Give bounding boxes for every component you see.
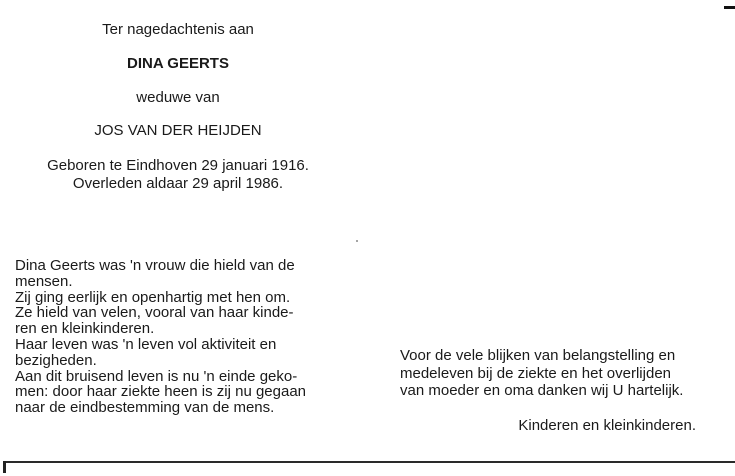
death-line: Overleden aldaar 29 april 1986. [72, 175, 284, 192]
birth-line: Geboren te Eindhoven 29 januari 1916. [47, 157, 309, 174]
thanks-paragraph: Voor de vele blijken van belangstelling en medeleven bij de ziekte en het overlijden van moeder en oma danken wij U hartelijk. [400, 347, 684, 399]
signature-line: Kinderen en kleinkinderen. [518, 417, 696, 434]
spouse-name: JOS VAN DER HEIJDEN [94, 122, 262, 139]
scan-edge-mark [3, 461, 6, 473]
widow-of-label: weduwe van [136, 89, 220, 106]
scan-speck [356, 240, 358, 242]
in-memory-heading: Ter nagedachtenis aan [102, 21, 254, 38]
tribute-paragraph: Dina Geerts was 'n vrouw die hield van de mensen. Zij ging eerlijk en openhartig met hen om. Ze hield van velen, vooral van haar kinde- ren en kleinkinderen. Haar leven was 'n leven vol aktiviteit en bezigheden. Aan dit bruisend leven is nu 'n einde geko- men: door haar ziekte heen is zij nu gegaan naar de eindbestemming van de mens. [15, 257, 307, 417]
bottom-rule [4, 461, 735, 463]
scan-corner-mark [724, 6, 735, 9]
deceased-name: DINA GEERTS [127, 55, 229, 72]
